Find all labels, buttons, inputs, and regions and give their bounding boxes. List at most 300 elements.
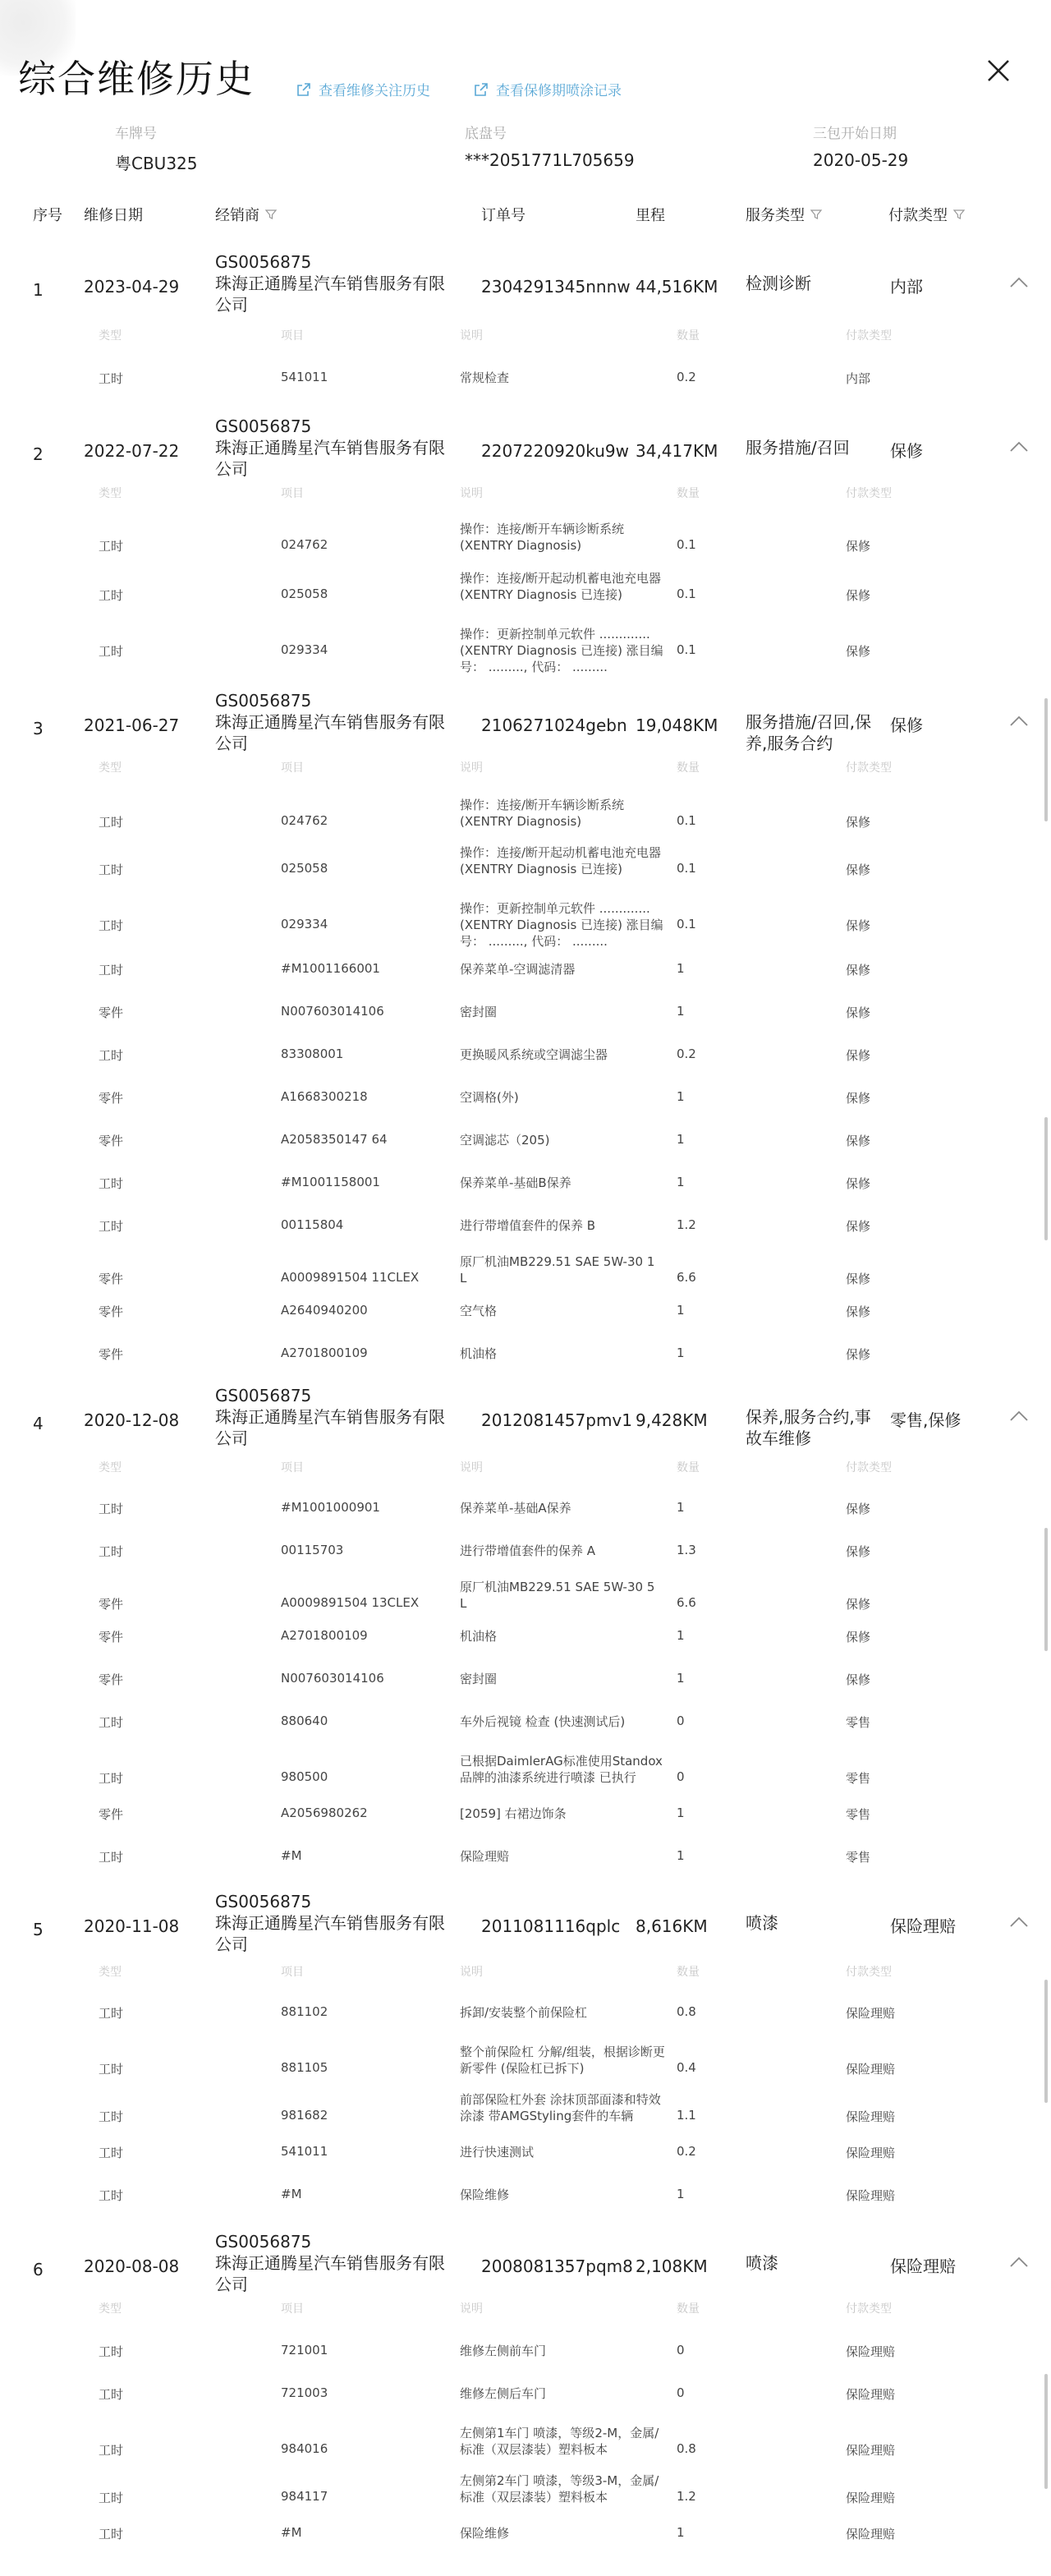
item-payment: 零售 — [846, 1771, 871, 1786]
sub-column-header: 项目 — [281, 1966, 304, 1979]
item-code: N007603014106 — [281, 1671, 384, 1686]
item-row — [0, 1806, 1051, 1824]
item-code: #M — [281, 1848, 302, 1863]
chassis-label: 底盘号 — [465, 126, 507, 142]
item-description: 保养菜单-基础B保养 — [460, 1175, 571, 1190]
item-code: A0009891504 11CLEX — [281, 1270, 420, 1285]
view-follow-history-link[interactable] — [296, 79, 430, 99]
item-type: 工时 — [99, 963, 124, 978]
item-code: 721003 — [281, 2385, 328, 2400]
item-description: 维修左侧前车门 — [460, 2344, 547, 2358]
item-row — [0, 1004, 1051, 1022]
item-description: 更换暖风系统或空调滤尘器 — [460, 1047, 608, 1062]
sub-table-header — [0, 1963, 1051, 1981]
item-quantity: 0.2 — [677, 2144, 696, 2159]
item-description: 进行带增值套件的保养 B — [460, 1218, 596, 1233]
item-payment: 保修 — [846, 1134, 871, 1148]
item-row — [0, 1217, 1051, 1235]
record-mileage: 8,616KM — [636, 1916, 708, 1936]
record-row[interactable] — [0, 1385, 1051, 1451]
sub-column-header: 类型 — [99, 761, 122, 775]
item-type: 工时 — [99, 644, 124, 659]
item-description: 空调格(外) — [460, 1090, 519, 1105]
item-row — [0, 1580, 1051, 1622]
item-quantity: 1 — [677, 1628, 685, 1643]
scrollbar-segment[interactable] — [1044, 1980, 1048, 2103]
item-payment: 保险理赔 — [846, 2062, 896, 2077]
item-description: 空调滤芯（205) — [460, 1133, 550, 1148]
record-mileage: 2,108KM — [636, 2256, 708, 2276]
item-type: 工时 — [99, 2062, 124, 2077]
column-header-dealer[interactable]: 经销商 — [215, 204, 278, 225]
sub-column-header: 付款类型 — [846, 329, 892, 343]
sub-table-header — [0, 759, 1051, 777]
record-payment: 保修 — [890, 715, 923, 735]
item-payment: 零售 — [846, 1715, 871, 1730]
close-icon[interactable] — [982, 54, 1015, 87]
sub-column-header: 项目 — [281, 2302, 304, 2316]
item-row — [0, 1346, 1051, 1364]
item-quantity: 0.1 — [677, 861, 696, 876]
item-code: 541011 — [281, 2144, 328, 2159]
dealer-name: 珠海正通腾星汽车销售服务有限公司 — [215, 2253, 445, 2294]
item-code: A2701800109 — [281, 1346, 368, 1360]
sub-column-header: 类型 — [99, 329, 122, 343]
record-date: 2021-06-27 — [84, 715, 180, 735]
sub-column-header: 数量 — [677, 761, 700, 775]
item-code: 024762 — [281, 813, 328, 828]
item-quantity: 1 — [677, 1004, 685, 1019]
item-description: 空气格 — [460, 1304, 498, 1318]
item-quantity: 0.1 — [677, 813, 696, 828]
item-code: A2640940200 — [281, 1303, 368, 1318]
dealer-code: GS0056875 — [215, 1386, 312, 1405]
item-code: 880640 — [281, 1714, 328, 1728]
record-dealer — [215, 690, 453, 754]
item-quantity: 1.2 — [677, 2489, 696, 2504]
item-code: 984016 — [281, 2441, 328, 2456]
record-no: 6 — [33, 2260, 44, 2279]
item-quantity: 0 — [677, 1714, 685, 1728]
sub-column-header: 数量 — [677, 2302, 700, 2316]
filter-icon[interactable] — [264, 208, 278, 221]
item-quantity: 0 — [677, 1769, 685, 1784]
plate-value: 粤CBU325 — [115, 154, 198, 173]
item-description: 拆卸/安装整个前保险杠 — [460, 2005, 588, 2020]
record-date: 2020-08-08 — [84, 2256, 180, 2276]
column-header-payment[interactable]: 付款类型 — [888, 204, 966, 225]
chassis-value: ***2051771L705659 — [465, 150, 635, 170]
item-type: 零件 — [99, 1272, 124, 1286]
item-type: 零件 — [99, 1807, 124, 1822]
dealer-code: GS0056875 — [215, 1892, 312, 1911]
chevron-up-icon[interactable] — [1008, 1914, 1030, 1930]
record-no: 5 — [33, 1920, 44, 1939]
item-description: [2059] 右裙边饰条 — [460, 1806, 567, 1821]
record-row[interactable] — [0, 416, 1051, 481]
item-payment: 保修 — [846, 1544, 871, 1559]
item-payment: 保修 — [846, 539, 871, 554]
item-quantity: 1 — [677, 1671, 685, 1686]
scrollbar-segment[interactable] — [1044, 2374, 1048, 2489]
item-type: 工时 — [99, 1502, 124, 1516]
warranty-label: 三包开始日期 — [813, 126, 897, 142]
item-type: 工时 — [99, 539, 124, 554]
item-quantity: 1 — [677, 1089, 685, 1104]
item-payment: 保险理赔 — [846, 2006, 896, 2021]
item-payment: 保修 — [846, 918, 871, 933]
item-quantity: 6.6 — [677, 1595, 696, 1610]
item-quantity: 0.2 — [677, 370, 696, 384]
record-payment: 保险理赔 — [890, 2256, 956, 2276]
item-row — [0, 522, 1051, 564]
item-description: 整个前保险杠 分解/组装，根据诊断更新零件 (保险杠已拆下) — [460, 2045, 665, 2076]
item-type: 工时 — [99, 918, 124, 933]
sub-table-header — [0, 327, 1051, 345]
item-quantity: 0.4 — [677, 2060, 696, 2075]
view-follow-history-label: 查看维修关注历史 — [319, 83, 430, 99]
record-date: 2023-04-29 — [84, 277, 180, 297]
item-code: #M — [281, 2187, 302, 2201]
item-description: 左侧第2车门 喷漆，等级3-M，金属/标准（双层漆装）塑料板本 — [460, 2473, 659, 2505]
item-payment: 保修 — [846, 644, 871, 659]
record-order: 2012081457pmv1 — [481, 1410, 632, 1430]
item-description: 密封圈 — [460, 1672, 498, 1686]
item-type: 工时 — [99, 815, 124, 830]
item-quantity: 0.8 — [677, 2441, 696, 2456]
record-no: 3 — [33, 719, 44, 738]
item-quantity: 1 — [677, 1806, 685, 1820]
item-type: 工时 — [99, 2527, 124, 2542]
item-code: A2701800109 — [281, 1628, 368, 1643]
record-dealer — [215, 2231, 453, 2295]
item-quantity: 0.1 — [677, 642, 696, 657]
item-description: 进行快速测试 — [460, 2145, 535, 2160]
item-payment: 保修 — [846, 1219, 871, 1234]
item-payment: 保修 — [846, 1091, 871, 1106]
item-row — [0, 1175, 1051, 1193]
item-row — [0, 2187, 1051, 2205]
item-type: 零件 — [99, 1005, 124, 1020]
item-type: 零件 — [99, 1672, 124, 1687]
sub-column-header: 项目 — [281, 761, 304, 775]
sub-column-header: 说明 — [460, 487, 483, 500]
scrollbar-segment[interactable] — [1044, 1528, 1048, 1651]
sub-column-header: 类型 — [99, 1966, 122, 1979]
item-payment: 保修 — [846, 588, 871, 603]
item-quantity: 1 — [677, 1175, 685, 1189]
page-title: 综合维修历史 — [18, 57, 255, 101]
item-code: 025058 — [281, 586, 328, 601]
item-row — [0, 2426, 1051, 2468]
item-description: 维修左侧后车门 — [460, 2386, 547, 2401]
view-paint-records-link[interactable] — [473, 79, 622, 99]
item-payment: 保险理赔 — [846, 2387, 896, 2402]
scrollbar-segment[interactable] — [1044, 1117, 1048, 1240]
item-description: 密封圈 — [460, 1005, 498, 1019]
item-payment: 保险理赔 — [846, 2146, 896, 2160]
item-description: 保养菜单-基础A保养 — [460, 1501, 571, 1516]
item-row — [0, 1046, 1051, 1065]
item-description: 车外后视镜 检查 (快速测试后) — [460, 1714, 626, 1729]
item-description: 前部保险杠外套 涂抹顶部面漆和特效涂漆 带AMGStyling套件的车辆 — [460, 2092, 661, 2123]
item-type: 工时 — [99, 2146, 124, 2160]
item-type: 工时 — [99, 862, 124, 877]
warranty-info — [813, 122, 908, 170]
item-type: 工时 — [99, 2188, 124, 2203]
record-payment: 保修 — [890, 441, 923, 461]
item-code: 83308001 — [281, 1046, 344, 1061]
dealer-name: 珠海正通腾星汽车销售服务有限公司 — [215, 1407, 445, 1448]
record-no: 1 — [33, 280, 44, 300]
sub-column-header: 数量 — [677, 329, 700, 343]
external-link-icon — [296, 81, 312, 98]
item-code: 980500 — [281, 1769, 328, 1784]
item-payment: 保修 — [846, 1347, 871, 1362]
item-type: 工时 — [99, 1544, 124, 1559]
item-description: 原厂机油MB229.51 SAE 5W-30 5 L — [460, 1580, 655, 1611]
item-payment: 保修 — [846, 862, 871, 877]
record-row[interactable] — [0, 251, 1051, 317]
dealer-code: GS0056875 — [215, 2232, 312, 2252]
item-quantity: 1 — [677, 1132, 685, 1147]
item-type: 工时 — [99, 1176, 124, 1191]
chevron-up-icon[interactable] — [1008, 274, 1030, 291]
item-payment: 保修 — [846, 1005, 871, 1020]
item-code: 025058 — [281, 861, 328, 876]
plate-label: 车牌号 — [115, 126, 157, 142]
item-code: A1668300218 — [281, 1089, 368, 1104]
chevron-up-icon[interactable] — [1008, 713, 1030, 729]
dealer-code: GS0056875 — [215, 691, 312, 711]
sub-column-header: 付款类型 — [846, 1461, 892, 1474]
item-type: 工时 — [99, 2443, 124, 2458]
record-date: 2020-12-08 — [84, 1410, 180, 1430]
item-payment: 保修 — [846, 1630, 871, 1644]
sub-column-header: 类型 — [99, 2302, 122, 2316]
record-service: 检测诊断 — [746, 274, 811, 293]
item-payment: 保修 — [846, 815, 871, 830]
scrollbar-segment[interactable] — [1044, 698, 1048, 821]
item-row — [0, 1303, 1051, 1321]
item-payment: 保险理赔 — [846, 2527, 896, 2542]
item-code: A0009891504 13CLEX — [281, 1595, 420, 1610]
item-description: 保险理赔 — [460, 1849, 510, 1864]
item-row — [0, 1500, 1051, 1518]
record-service: 服务措施/召回,保养,服务合约 — [746, 712, 872, 753]
item-type: 工时 — [99, 371, 124, 386]
record-payment: 保险理赔 — [890, 1916, 956, 1936]
item-payment: 保险理赔 — [846, 2188, 896, 2203]
record-date: 2020-11-08 — [84, 1916, 180, 1936]
item-payment: 保修 — [846, 1597, 871, 1612]
record-payment: 零售,保修 — [890, 1410, 962, 1430]
item-code: 881105 — [281, 2060, 328, 2075]
chevron-up-icon[interactable] — [1008, 1408, 1030, 1424]
chevron-up-icon[interactable] — [1008, 439, 1030, 455]
item-payment: 保修 — [846, 1048, 871, 1063]
dealer-name: 珠海正通腾星汽车销售服务有限公司 — [215, 1913, 445, 1954]
dealer-code: GS0056875 — [215, 252, 312, 272]
item-row — [0, 1754, 1051, 1796]
item-quantity: 0.2 — [677, 1046, 696, 1061]
item-row — [0, 1132, 1051, 1150]
item-quantity: 6.6 — [677, 1270, 696, 1285]
item-quantity: 0.1 — [677, 537, 696, 552]
item-code: #M1001166001 — [281, 961, 380, 976]
item-description: 原厂机油MB229.51 SAE 5W-30 1 L — [460, 1254, 655, 1286]
item-description: 操作：连接/断开车辆诊断系统 (XENTRY Diagnosis) — [460, 798, 625, 829]
item-type: 零件 — [99, 1134, 124, 1148]
item-type: 零件 — [99, 1597, 124, 1612]
filter-icon[interactable] — [810, 208, 823, 221]
sub-column-header: 说明 — [460, 761, 483, 775]
item-code: A2056980262 — [281, 1806, 368, 1820]
item-code: N007603014106 — [281, 1004, 384, 1019]
item-description: 操作：连接/断开车辆诊断系统 (XENTRY Diagnosis) — [460, 522, 625, 553]
item-description: 操作：连接/断开起动机蓄电池充电器 (XENTRY Diagnosis 已连接) — [460, 845, 662, 876]
item-description: 保养菜单-空调滤清器 — [460, 962, 576, 977]
item-quantity: 1 — [677, 961, 685, 976]
record-dealer — [215, 416, 453, 480]
sub-column-header: 说明 — [460, 1461, 483, 1474]
item-row — [0, 845, 1051, 887]
sub-table-header — [0, 485, 1051, 503]
record-no: 2 — [33, 444, 44, 464]
item-row — [0, 2473, 1051, 2515]
sub-column-header: 类型 — [99, 1461, 122, 1474]
record-row[interactable] — [0, 1891, 1051, 1957]
item-quantity: 1 — [677, 1303, 685, 1318]
sub-column-header: 付款类型 — [846, 487, 892, 500]
record-order: 2207220920ku9w — [481, 441, 629, 461]
record-mileage: 19,048KM — [636, 715, 718, 735]
item-row — [0, 798, 1051, 840]
item-code: A2058350147 64 — [281, 1132, 388, 1147]
record-mileage: 9,428KM — [636, 1410, 708, 1430]
item-row — [0, 1089, 1051, 1107]
item-code: 024762 — [281, 537, 328, 552]
chevron-up-icon[interactable] — [1008, 2254, 1030, 2270]
sub-table-header — [0, 2300, 1051, 2318]
item-quantity: 1 — [677, 1500, 685, 1515]
item-code: 984117 — [281, 2489, 328, 2504]
item-row — [0, 2092, 1051, 2134]
record-dealer — [215, 1385, 453, 1449]
item-quantity: 0 — [677, 2343, 685, 2358]
column-header-mileage: 里程 — [636, 207, 665, 224]
column-header-service[interactable]: 服务类型 — [746, 204, 823, 225]
item-payment: 保修 — [846, 1502, 871, 1516]
record-dealer — [215, 1891, 453, 1955]
sub-column-header: 数量 — [677, 487, 700, 500]
item-payment: 保修 — [846, 1672, 871, 1687]
item-payment: 保修 — [846, 1176, 871, 1191]
item-row — [0, 961, 1051, 979]
item-description: 已根据DaimlerAG标准使用Standox品牌的油漆系统进行喷漆 已执行 — [460, 1754, 663, 1785]
item-type: 工时 — [99, 1771, 124, 1786]
item-description: 常规检查 — [460, 370, 510, 385]
record-mileage: 44,516KM — [636, 277, 718, 297]
record-order: 2106271024gebn — [481, 715, 627, 735]
column-header-order: 订单号 — [481, 207, 526, 224]
sub-column-header: 数量 — [677, 1461, 700, 1474]
sub-column-header: 付款类型 — [846, 1966, 892, 1979]
item-description: 操作：连接/断开起动机蓄电池充电器 (XENTRY Diagnosis 已连接) — [460, 571, 662, 602]
item-quantity: 0 — [677, 2385, 685, 2400]
item-row — [0, 2045, 1051, 2086]
chassis-info — [465, 122, 635, 170]
warranty-value: 2020-05-29 — [813, 150, 909, 170]
item-payment: 内部 — [846, 371, 871, 386]
item-description: 机油格 — [460, 1629, 498, 1644]
item-row — [0, 1543, 1051, 1561]
item-quantity: 0.1 — [677, 917, 696, 932]
column-header-no: 序号 — [33, 207, 62, 224]
item-code: 881102 — [281, 2004, 328, 2019]
sub-column-header: 说明 — [460, 1966, 483, 1979]
item-payment: 零售 — [846, 1807, 871, 1822]
item-type: 工时 — [99, 1219, 124, 1234]
record-row[interactable] — [0, 2231, 1051, 2297]
item-code: #M1001000901 — [281, 1500, 380, 1515]
item-quantity: 1.3 — [677, 1543, 696, 1557]
dealer-name: 珠海正通腾星汽车销售服务有限公司 — [215, 274, 445, 315]
item-type: 工时 — [99, 1048, 124, 1063]
dealer-code: GS0056875 — [215, 416, 312, 436]
item-code: 029334 — [281, 917, 328, 932]
item-description: 操作：更新控制单元软件 ............. (XENTRY Diagnosis 已连接) 涨目编号： ........., 代码： ......... — [460, 627, 663, 674]
item-description: 左侧第1车门 喷漆，等级2-M，金属/标准（双层漆装）塑料板本 — [460, 2426, 659, 2457]
item-row — [0, 2343, 1051, 2361]
item-description: 保险维修 — [460, 2187, 510, 2202]
sub-column-header: 项目 — [281, 1461, 304, 1474]
sub-column-header: 项目 — [281, 329, 304, 343]
record-order: 2011081116qplc — [481, 1916, 621, 1936]
item-row — [0, 1254, 1051, 1296]
view-paint-records-label: 查看保修期喷涂记录 — [496, 83, 622, 99]
item-type: 工时 — [99, 2109, 124, 2124]
item-code: 029334 — [281, 642, 328, 657]
item-quantity: 1 — [677, 1848, 685, 1863]
item-type: 零件 — [99, 1304, 124, 1319]
item-type: 工时 — [99, 1715, 124, 1730]
item-payment: 保险理赔 — [846, 2344, 896, 2359]
item-row — [0, 571, 1051, 613]
item-type: 工时 — [99, 588, 124, 603]
external-link-icon — [473, 81, 489, 98]
filter-icon[interactable] — [952, 208, 966, 221]
item-row — [0, 2144, 1051, 2162]
record-service: 喷漆 — [746, 2253, 778, 2273]
record-no: 4 — [33, 1414, 44, 1433]
record-service: 服务措施/召回 — [746, 438, 850, 458]
record-mileage: 34,417KM — [636, 441, 718, 461]
item-type: 工时 — [99, 2344, 124, 2359]
item-row — [0, 1628, 1051, 1646]
item-quantity: 0.1 — [677, 586, 696, 601]
record-row[interactable] — [0, 690, 1051, 756]
item-row — [0, 627, 1051, 674]
item-code: #M1001158001 — [281, 1175, 380, 1189]
item-row — [0, 1671, 1051, 1689]
item-quantity: 1 — [677, 2525, 685, 2540]
item-payment: 保修 — [846, 963, 871, 978]
plate-info — [115, 122, 198, 174]
item-type: 零件 — [99, 1630, 124, 1644]
item-type: 零件 — [99, 1347, 124, 1362]
item-row — [0, 2004, 1051, 2022]
